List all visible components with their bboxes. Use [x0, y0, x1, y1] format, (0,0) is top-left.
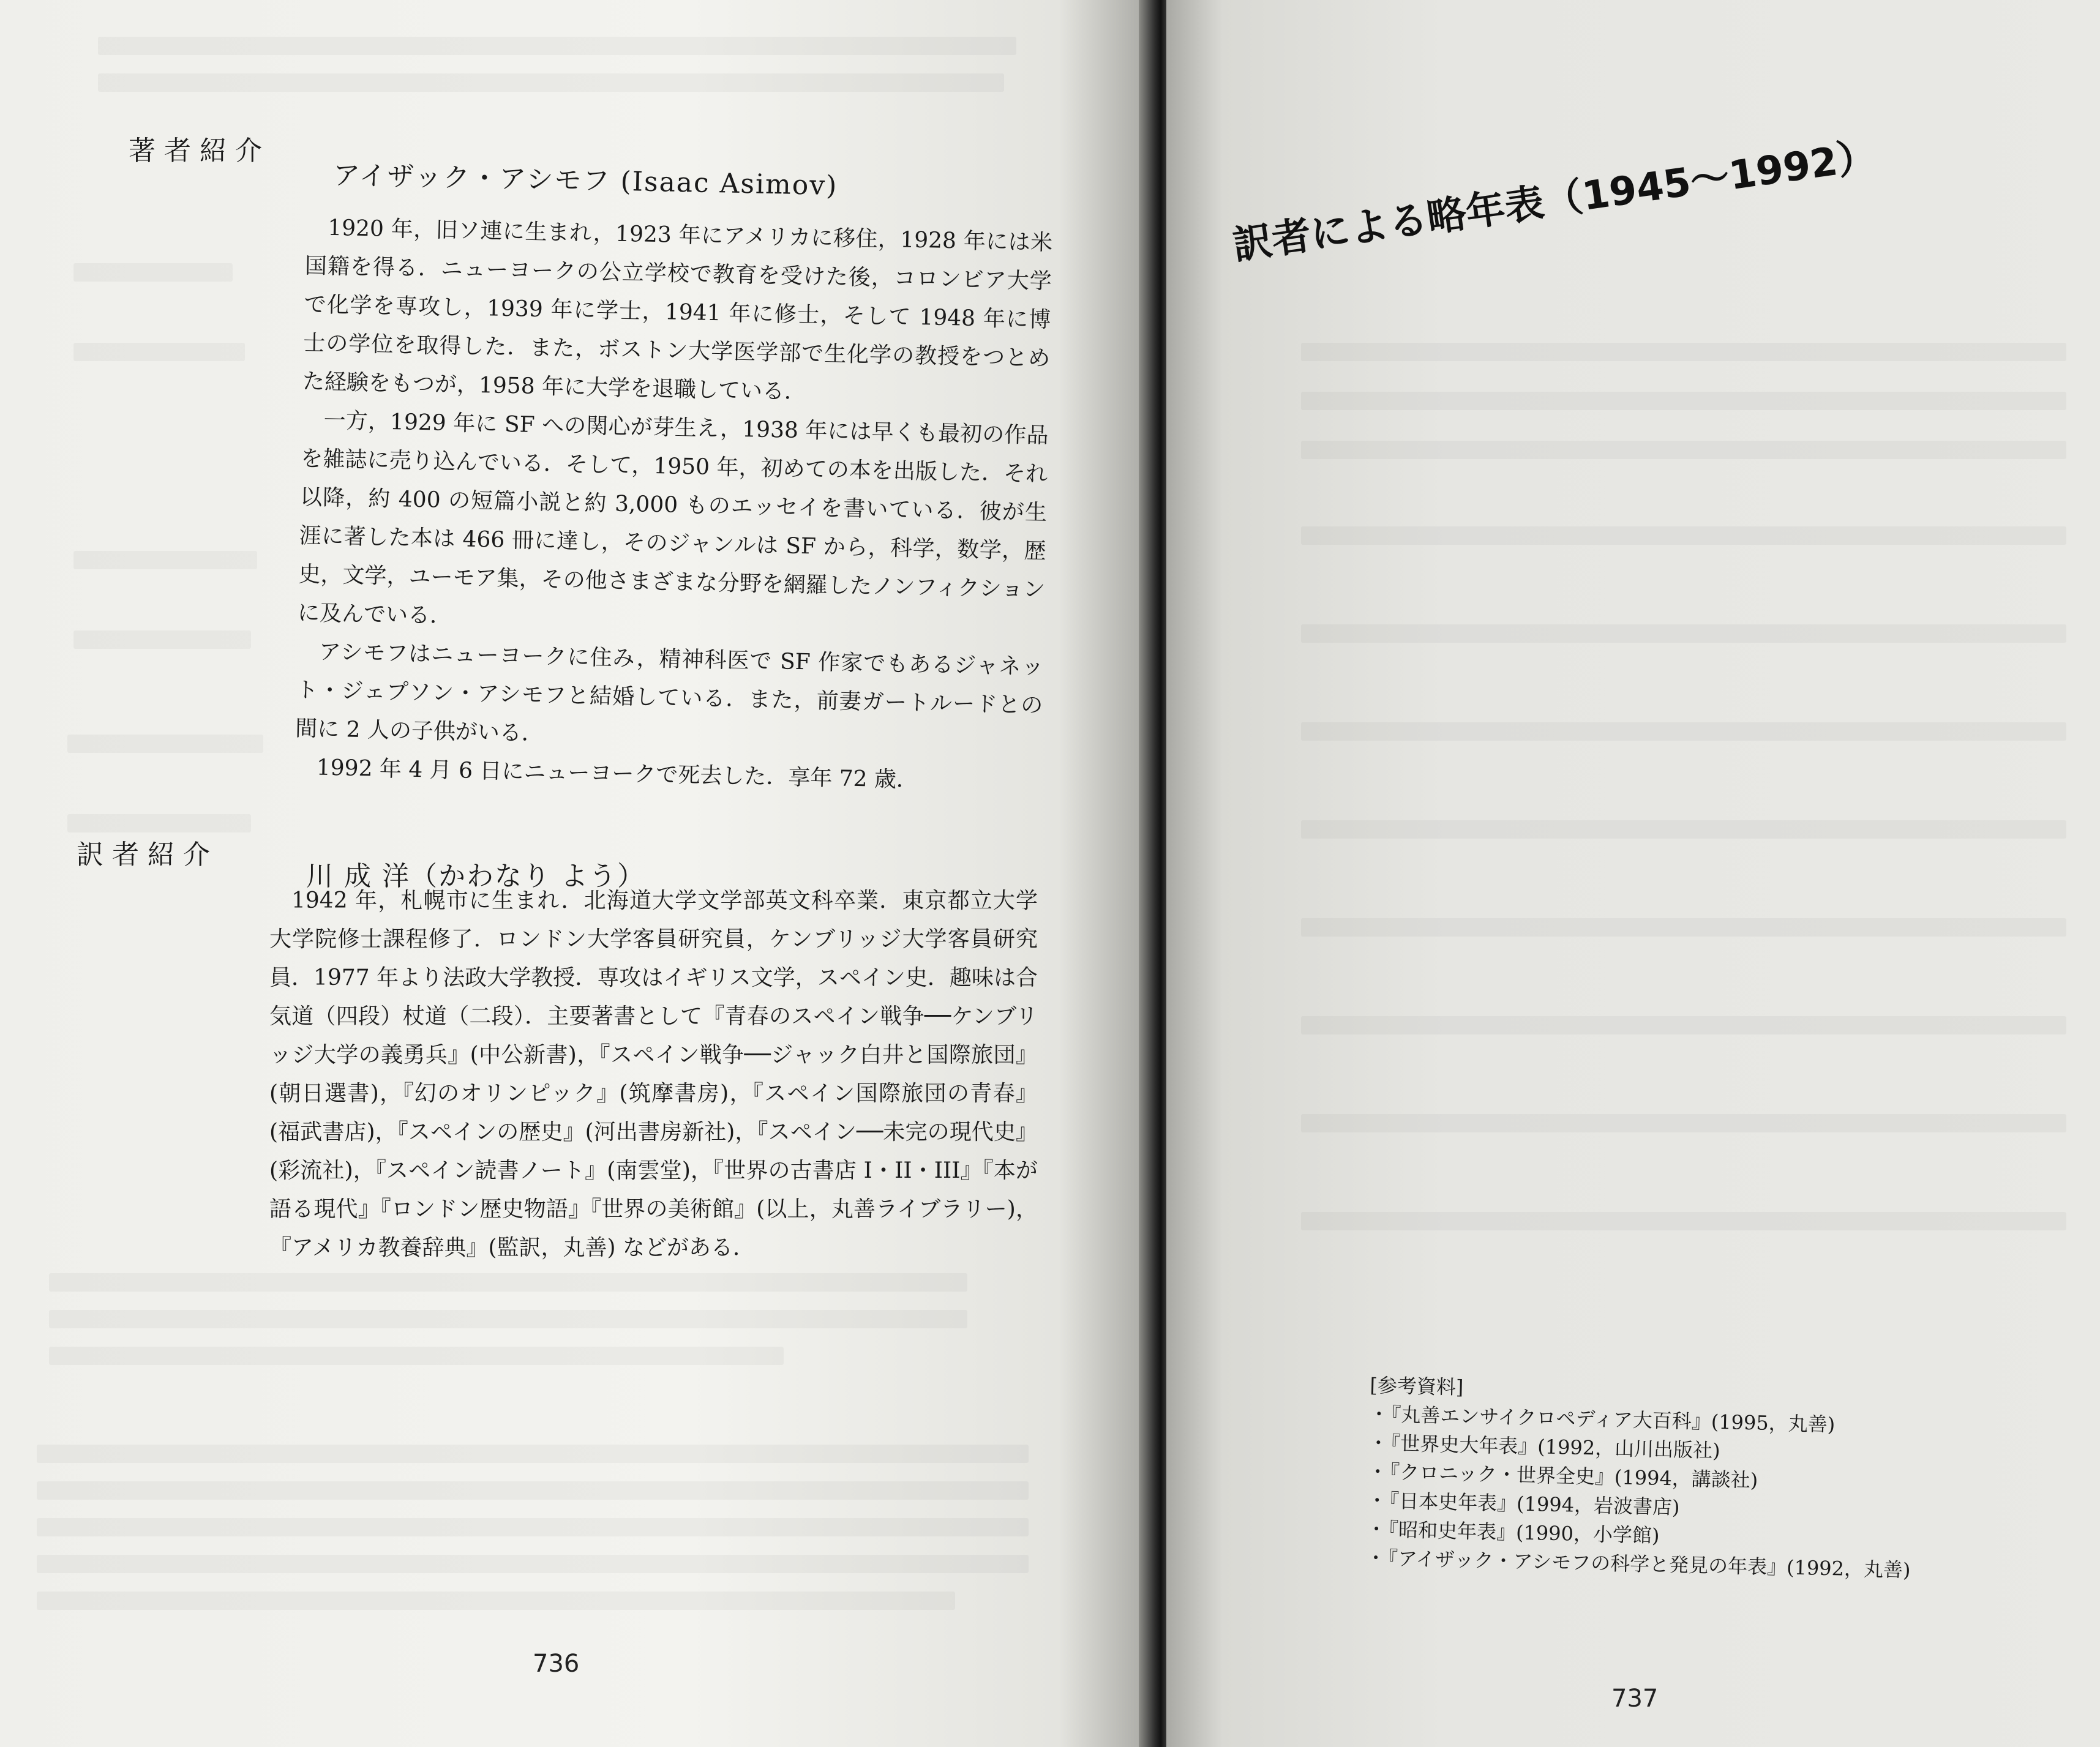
translator-name: 川 成 洋（かわなり よう）	[306, 861, 645, 892]
author-bio-paragraph: 一方，1929 年に SF への関心が芽生え，1938 年には早くも最初の作品を雑誌に売り込んでいる．そして，1950 年，初めての本を出版した．それ以降，約 400 の短篇小説と約 3,000 ものエッセイを書いている．彼が生涯に著した本は 466 冊に達し，そのジャンルは SF から，科学，数学，歴史，文学，ユーモア集，その他さまざまな分野を網羅したノンフィクションに及んでいる．	[297, 408, 1049, 629]
reference-title: 『アイザック・アシモフの科学と発見の年表』(1992，丸善)	[1387, 1546, 1911, 1582]
bullet-icon: ・	[1365, 1546, 1386, 1570]
reference-title: 『昭和史年表』(1990，小学館)	[1388, 1517, 1660, 1547]
references-heading: [参考資料]	[1370, 1373, 1464, 1399]
bullet-icon: ・	[1367, 1488, 1387, 1513]
author-bio-paragraph: 1920 年，旧ソ連に生まれ，1923 年にアメリカに移住，1928 年には米国籍を得る．ニューヨークの公立学校で教育を受けた後，コロンビア大学で化学を専攻し，1939 年に学士，1941 年に修士，そして 1948 年に博士の学位を取得した．また，ボストン大学医学部で生化学の教授をつとめた経験をもつが，1958 年に大学を退職している．	[302, 215, 1053, 405]
author-heading: 著者紹介	[129, 135, 271, 166]
bullet-icon: ・	[1367, 1459, 1388, 1484]
translator-bio	[269, 881, 1038, 1267]
bullet-icon: ・	[1368, 1402, 1389, 1426]
author-name: アイザック・アシモフ (Isaac Asimov)	[332, 159, 838, 202]
author-bio-paragraph: 1992 年 4 月 6 日にニューヨークで死去した．享年 72 歳．	[316, 755, 919, 793]
references-list	[1366, 1371, 2062, 1588]
author-bio	[294, 208, 1053, 802]
page-number-right: 737	[1611, 1685, 1659, 1713]
page-number-left: 736	[533, 1650, 580, 1678]
reference-title: 『丸善エンサイクロペディア大百科』(1995，丸善)	[1390, 1402, 1836, 1437]
bullet-icon: ・	[1366, 1517, 1387, 1541]
translator-heading: 訳者紹介	[77, 839, 219, 870]
translator-bio-paragraph: 1942 年，札幌市に生まれ．北海道大学文学部英文科卒業．東京都立大学大学院修士課程修了．ロンドン大学客員研究員，ケンブリッジ大学客員研究員．1977 年より法政大学教授．専攻はイギリス文学，スペイン史．趣味は合気道（四段）杖道（二段）．主要著書として『青春のスペイン戦争──ケンブリッジ大学の義勇兵』(中公新書)，『スペイン戦争──ジャック白井と国際旅団』(朝日選書)，『幻のオリンピック』(筑摩書房)，『スペイン国際旅団の青春』(福武書店)，『スペインの歴史』(河出書房新社)，『スペイン──未完の現代史』(彩流社)，『スペイン読書ノート』(南雲堂)，『世界の古書店 I・II・III』『本が語る現代』『ロンドン歴史物語』『世界の美術館』(以上，丸善ライブラリー)，『アメリカ教養辞典』(監訳，丸善) などがある．	[269, 888, 1038, 1260]
reference-title: 『日本史年表』(1994，岩波書店)	[1389, 1489, 1680, 1519]
bullet-icon: ・	[1368, 1431, 1389, 1455]
timeline-title: 訳者による略年表（1945～1992）	[1230, 133, 1880, 269]
reference-title: 『世界史大年表』(1992，山川出版社)	[1390, 1431, 1721, 1462]
author-bio-paragraph: アシモフはニューヨークに住み，精神科医で SF 作家でもあるジャネット・ジェプソン・アシモフと結婚している．また，前妻ガートルードとの間に 2 人の子供がいる．	[294, 639, 1044, 747]
reference-title: 『クロニック・世界全史』(1994，講談社)	[1389, 1460, 1758, 1492]
